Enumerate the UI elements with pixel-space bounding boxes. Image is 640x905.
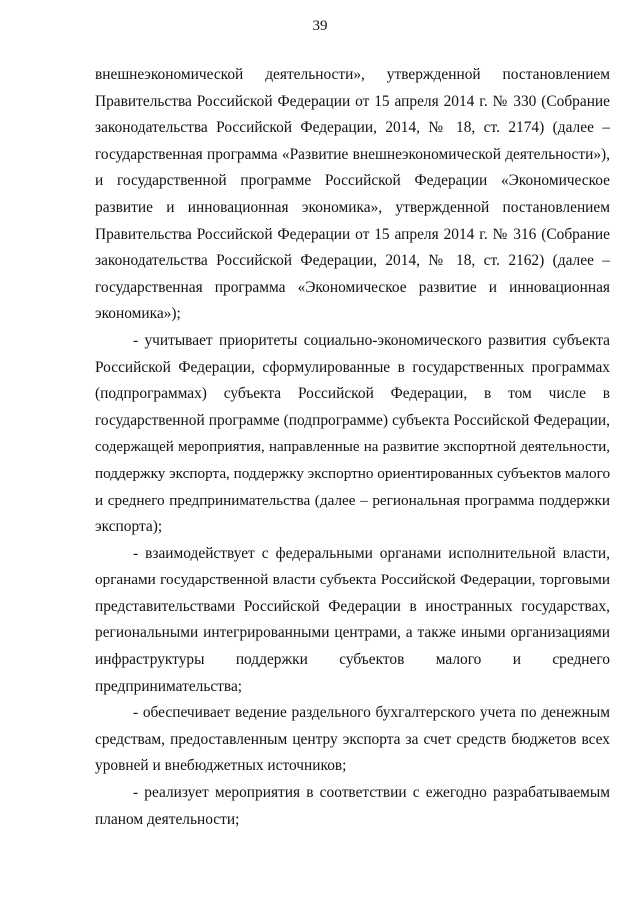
text-line: - реализует мероприятия в соответствии с ежегодно разрабатываемым: [133, 784, 610, 802]
text-line: экономика»);: [95, 305, 181, 323]
text-line: содержащей мероприятия, направленные на развитие экспортной деятельности,: [95, 439, 610, 456]
text-line: государственная программа «Развитие внешнеэкономической деятельности»),: [95, 145, 610, 163]
text-line: органами государственной власти субъекта Российской Федерации, торговыми: [95, 571, 610, 589]
text-line: и государственной программе Российской Федерации «Экономическое: [95, 172, 610, 190]
text-line: экспорта);: [95, 518, 163, 536]
document-body-text: [95, 62, 610, 833]
text-line: инфраструктуры поддержки субъектов малого и среднего: [95, 651, 610, 669]
text-line: законодательства Российской Федерации, 2014, № 18, ст. 2174) (далее –: [95, 119, 610, 137]
text-line: поддержку экспорта, поддержку экспортно ориентированных субъектов малого: [95, 464, 611, 482]
text-line: средствам, предоставленным центру экспорта за счет средств бюджетов всех: [95, 730, 610, 748]
text-line: Российской Федерации, сформулированные в государственных программах: [95, 358, 610, 376]
text-line: представительствами Российской Федерации в иностранных государствах,: [95, 597, 610, 615]
text-line: Правительства Российской Федерации от 15 апреля 2014 г. № 316 (Собрание: [95, 225, 610, 243]
text-line: Правительства Российской Федерации от 15 апреля 2014 г. № 330 (Собрание: [95, 92, 610, 110]
page-number: 39: [312, 18, 328, 34]
text-line: внешнеэкономической деятельности», утвержденной постановлением: [95, 66, 610, 83]
text-line: законодательства Российской Федерации, 2014, № 18, ст. 2162) (далее –: [95, 252, 610, 270]
text-line: (подпрограммах) субъекта Российской Федерации, в том числе в: [95, 385, 610, 403]
text-line: и среднего предпринимательства (далее – региональная программа поддержки: [95, 491, 610, 509]
text-line: - обеспечивает ведение раздельного бухгалтерского учета по денежным: [133, 704, 610, 722]
text-line: государственной программе (подпрограмме) субъекта Российской Федерации,: [95, 411, 610, 429]
text-line: региональными интегрированными центрами, а также иными организациями: [95, 624, 610, 642]
text-line: уровней и внебюджетных источников;: [95, 757, 347, 775]
text-line: - взаимодействует с федеральными органами исполнительной власти,: [133, 544, 610, 562]
text-line: - учитывает приоритеты социально-экономического развития субъекта: [133, 331, 610, 349]
text-line: планом деятельности;: [95, 810, 240, 828]
text-line: предпринимательства;: [95, 677, 243, 695]
text-line: развитие и инновационная экономика», утвержденной постановлением: [95, 198, 610, 216]
text-line: государственная программа «Экономическое развитие и инновационная: [95, 278, 610, 296]
